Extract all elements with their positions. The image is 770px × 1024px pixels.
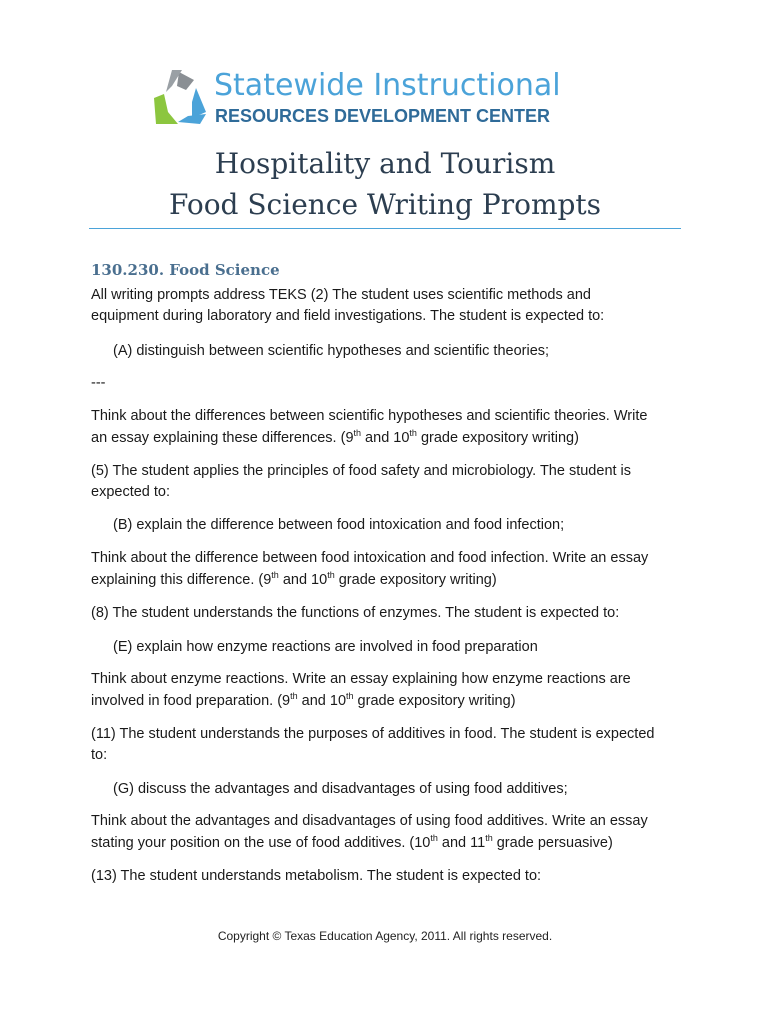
logo-title: Statewide Instructional bbox=[214, 68, 561, 103]
page-title-line2: Food Science Writing Prompts bbox=[168, 188, 602, 221]
title-divider bbox=[89, 228, 681, 229]
intro-line1: All writing prompts address TEKS (2) The student uses scientific methods and bbox=[91, 287, 591, 303]
standard5-line2: expected to: bbox=[91, 484, 170, 500]
sirc-logo bbox=[148, 68, 618, 130]
logo-subtitle: RESOURCES DEVELOPMENT CENTER bbox=[215, 106, 551, 126]
section-heading: 130.230. Food Science bbox=[91, 261, 280, 279]
prompt4-line2: stating your position on the use of food additives. (10th and 11th grade persuasive) bbox=[91, 833, 613, 851]
sirc-logo-icon bbox=[148, 68, 210, 130]
prompt3-line1: Think about enzyme reactions. Write an essay explaining how enzyme reactions are bbox=[91, 671, 631, 687]
standard13: (13) The student understands metabolism. The student is expected to: bbox=[91, 868, 542, 884]
standard8: (8) The student understands the functions of enzymes. The student is expected to: bbox=[91, 605, 620, 621]
item-g: (G) discuss the advantages and disadvantages of using food additives; bbox=[113, 781, 568, 797]
prompt1-line1: Think about the differences between scientific hypotheses and scientific theories. Write bbox=[91, 408, 648, 424]
item-e: (E) explain how enzyme reactions are involved in food preparation bbox=[113, 639, 538, 655]
item-b: (B) explain the difference between food intoxication and food infection; bbox=[113, 517, 565, 533]
prompt4-line1: Think about the advantages and disadvantages of using food additives. Write an essay bbox=[91, 813, 648, 829]
prompt2-line2: explaining this difference. (9th and 10th grade expository writing) bbox=[91, 570, 497, 588]
standard11-line2: to: bbox=[91, 747, 108, 763]
copyright-footer: Copyright © Texas Education Agency, 2011. All rights reserved. bbox=[217, 929, 553, 943]
standard11-line1: (11) The student understands the purposes of additives in food. The student is expected bbox=[91, 726, 655, 742]
prompt3-line2: involved in food preparation. (9th and 10th grade expository writing) bbox=[91, 691, 516, 709]
separator: --- bbox=[91, 375, 106, 391]
item-a: (A) distinguish between scientific hypotheses and scientific theories; bbox=[113, 343, 550, 359]
standard5-line1: (5) The student applies the principles of food safety and microbiology. The student is bbox=[91, 463, 632, 479]
prompt1-line2: an essay explaining these differences. (9th and 10th grade expository writing) bbox=[91, 428, 579, 446]
intro-line2: equipment during laboratory and field investigations. The student is expected to: bbox=[91, 308, 605, 324]
page-title-line1: Hospitality and Tourism bbox=[214, 147, 556, 180]
prompt2-line1: Think about the difference between food intoxication and food infection. Write an essay bbox=[91, 550, 649, 566]
